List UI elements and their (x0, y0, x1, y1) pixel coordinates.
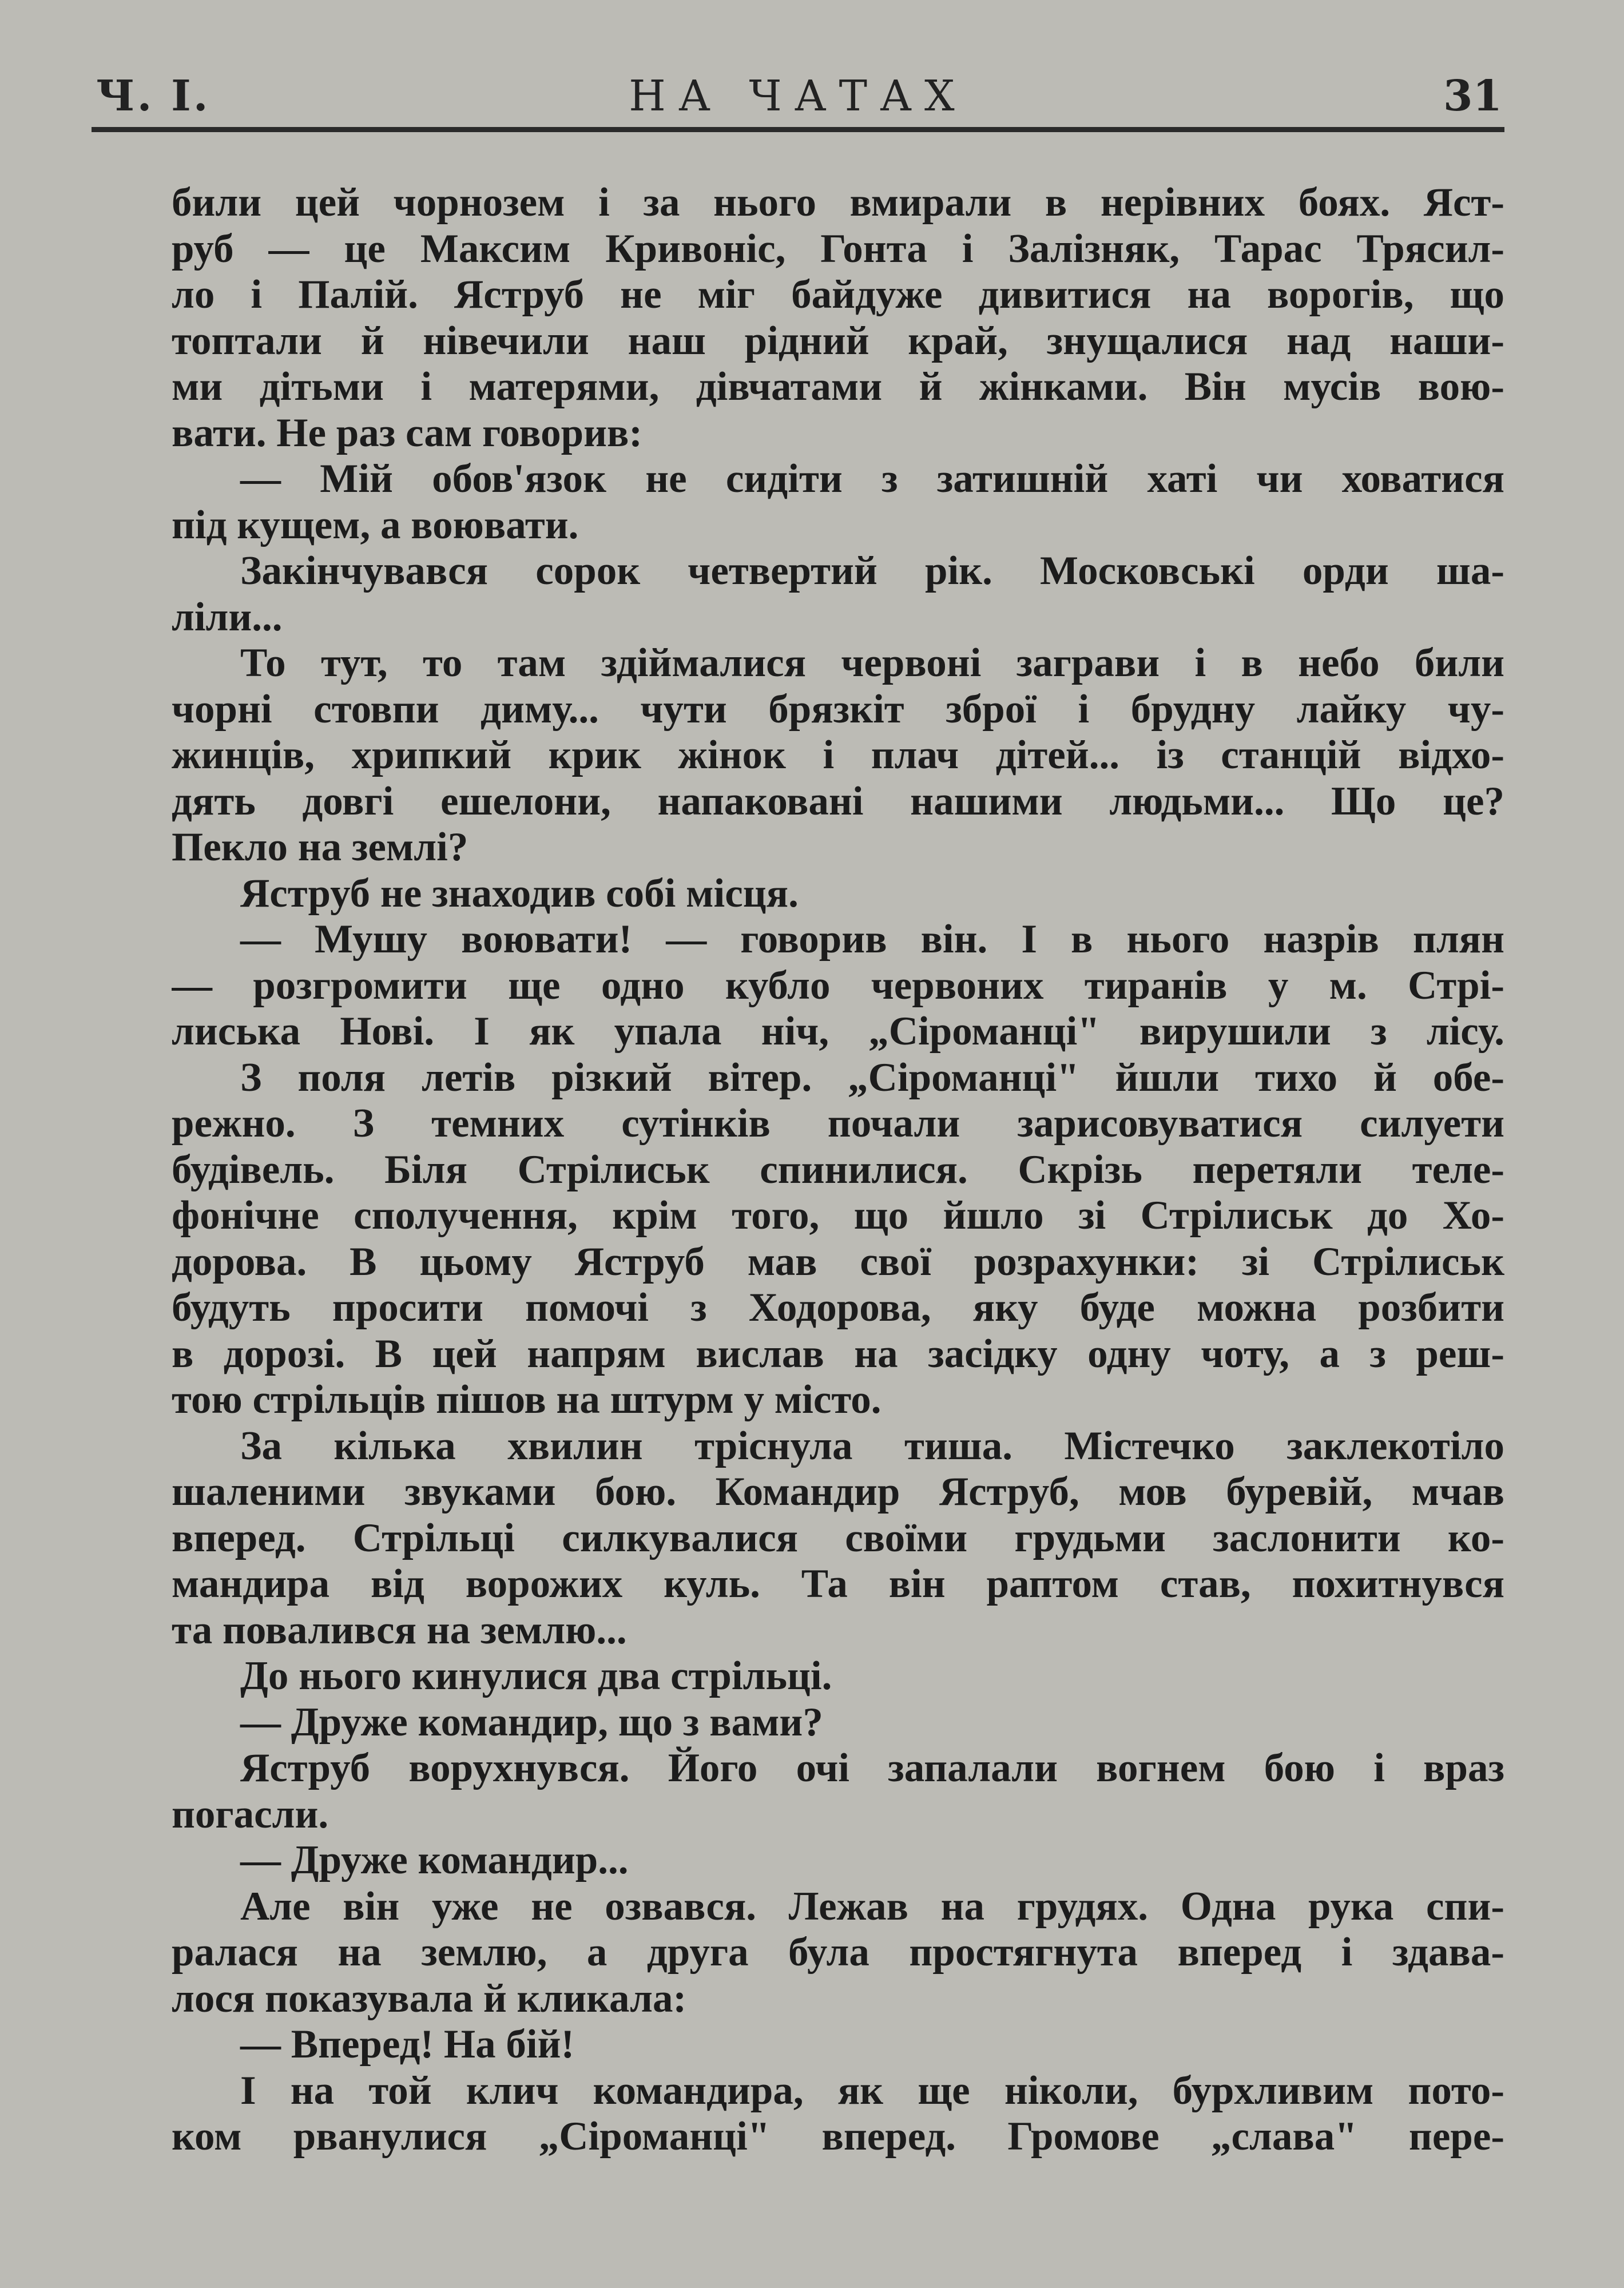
text-line: дять довгі ешелони, напаковані нашими людьми... Що це? (172, 778, 1504, 824)
text-line: будівель. Біля Стрілиськ спинилися. Скрізь перетяли теле- (172, 1147, 1504, 1192)
text-line: дорова. В цьому Яструб мав свої розрахунки: зі Стрілиськ (172, 1239, 1504, 1284)
text-line: та повалився на землю... (172, 1607, 627, 1653)
text-line: — розгромити ще одно кубло червоних тиранів у м. Стрі- (172, 963, 1504, 1008)
text-line: До нього кинулися два стрільці. (240, 1654, 832, 1698)
text-line: тою стрільців пішов на штурм у місто. (172, 1377, 882, 1422)
text-line: чорні стовпи диму... чути брязкіт зброї і брудну лайку чу- (172, 686, 1504, 732)
part-label: Ч. І. (96, 72, 211, 121)
text-line: — Мушу воювати! — говорив він. І в нього назрів плян (240, 917, 1504, 962)
text-line: лиська Нові. І як упала ніч, „Сіроманці" вирушили з лісу. (172, 1009, 1504, 1054)
text-line: руб — це Максим Кривоніс, Гонта і Залізняк, Тарас Трясил- (172, 226, 1504, 271)
text-line: З поля летів різкий вітер. „Сіроманці" йшли тихо й обе- (240, 1055, 1504, 1100)
text-line: Яструб не знаходив собі місця. (240, 871, 799, 916)
text-line: — Друже командир... (240, 1838, 629, 1882)
text-line: ми дітьми і матерями, дівчатами й жінками. Він мусів вою- (172, 364, 1504, 409)
text-line: в дорозі. В цей напрям вислав на засідку одну чоту, а з реш- (172, 1331, 1504, 1376)
text-line: — Мій обов'язок не сидіти з затишній хаті чи ховатися (240, 456, 1504, 501)
text-line: вперед. Стрільці силкувалися своїми грудьми заслонити ко- (172, 1515, 1504, 1560)
chapter-title: НА ЧАТАХ (629, 72, 967, 121)
text-line: Яструб ворухнувся. Його очі запалали вогнем бою і враз (240, 1746, 1504, 1790)
text-line: ліли... (172, 594, 283, 639)
text-line: ралася на землю, а друга була простягнута вперед і здава- (172, 1930, 1504, 1975)
text-line: били цей чорнозем і за нього вмирали в нерівних боях. Яст- (172, 180, 1504, 225)
page-number: 31 (1443, 72, 1502, 121)
text-line: під кущем, а воювати. (172, 502, 579, 547)
header-rule (92, 127, 1504, 132)
text-line: топтали й нівечили наш рідний край, знущалися над наши- (172, 318, 1504, 363)
text-line: будуть просити помочі з Ходорова, яку буде можна розбити (172, 1285, 1504, 1330)
text-line: мандира від ворожих куль. Та він раптом став, похитнувся (172, 1562, 1504, 1606)
text-line: ло і Палій. Яструб не міг байдуже дивитися на ворогів, що (172, 272, 1504, 317)
text-line: За кілька хвилин тріснула тиша. Містечко заклекотіло (240, 1423, 1504, 1468)
text-line: І на той клич командира, як ще ніколи, бурхливим пото- (240, 2068, 1504, 2113)
text-line: жинців, хрипкий крик жінок і плач дітей... із станцій відхо- (172, 733, 1504, 777)
running-header (92, 67, 1504, 130)
text-line: — Вперед! На бій! (240, 2022, 575, 2067)
text-line: — Друже командир, що з вами? (240, 1699, 823, 1745)
text-line: ком рванулися „Сіроманці" вперед. Громове „слава" пере- (172, 2114, 1504, 2159)
text-line: То тут, то там здіймалися червоні заграви і в небо били (240, 641, 1504, 685)
text-line: Але він уже не озвався. Лежав на грудях. Одна рука спи- (240, 1884, 1504, 1929)
text-line: фонічне сполучення, крім того, що йшло зі Стрілиськ до Хо- (172, 1193, 1504, 1238)
body-text (172, 180, 1504, 2160)
text-line: Закінчувався сорок четвертий рік. Московські орди ша- (240, 549, 1504, 593)
text-line: режно. З темних сутінків почали зарисовуватися силуети (172, 1101, 1504, 1146)
text-line: лося показувала й кликала: (172, 1976, 687, 2021)
text-line: шаленими звуками бою. Командир Яструб, мов буревій, мчав (172, 1469, 1504, 1514)
text-line: вати. Не раз сам говорив: (172, 410, 642, 455)
text-line: погасли. (172, 1792, 329, 1837)
text-line: Пекло на землі? (172, 825, 468, 869)
